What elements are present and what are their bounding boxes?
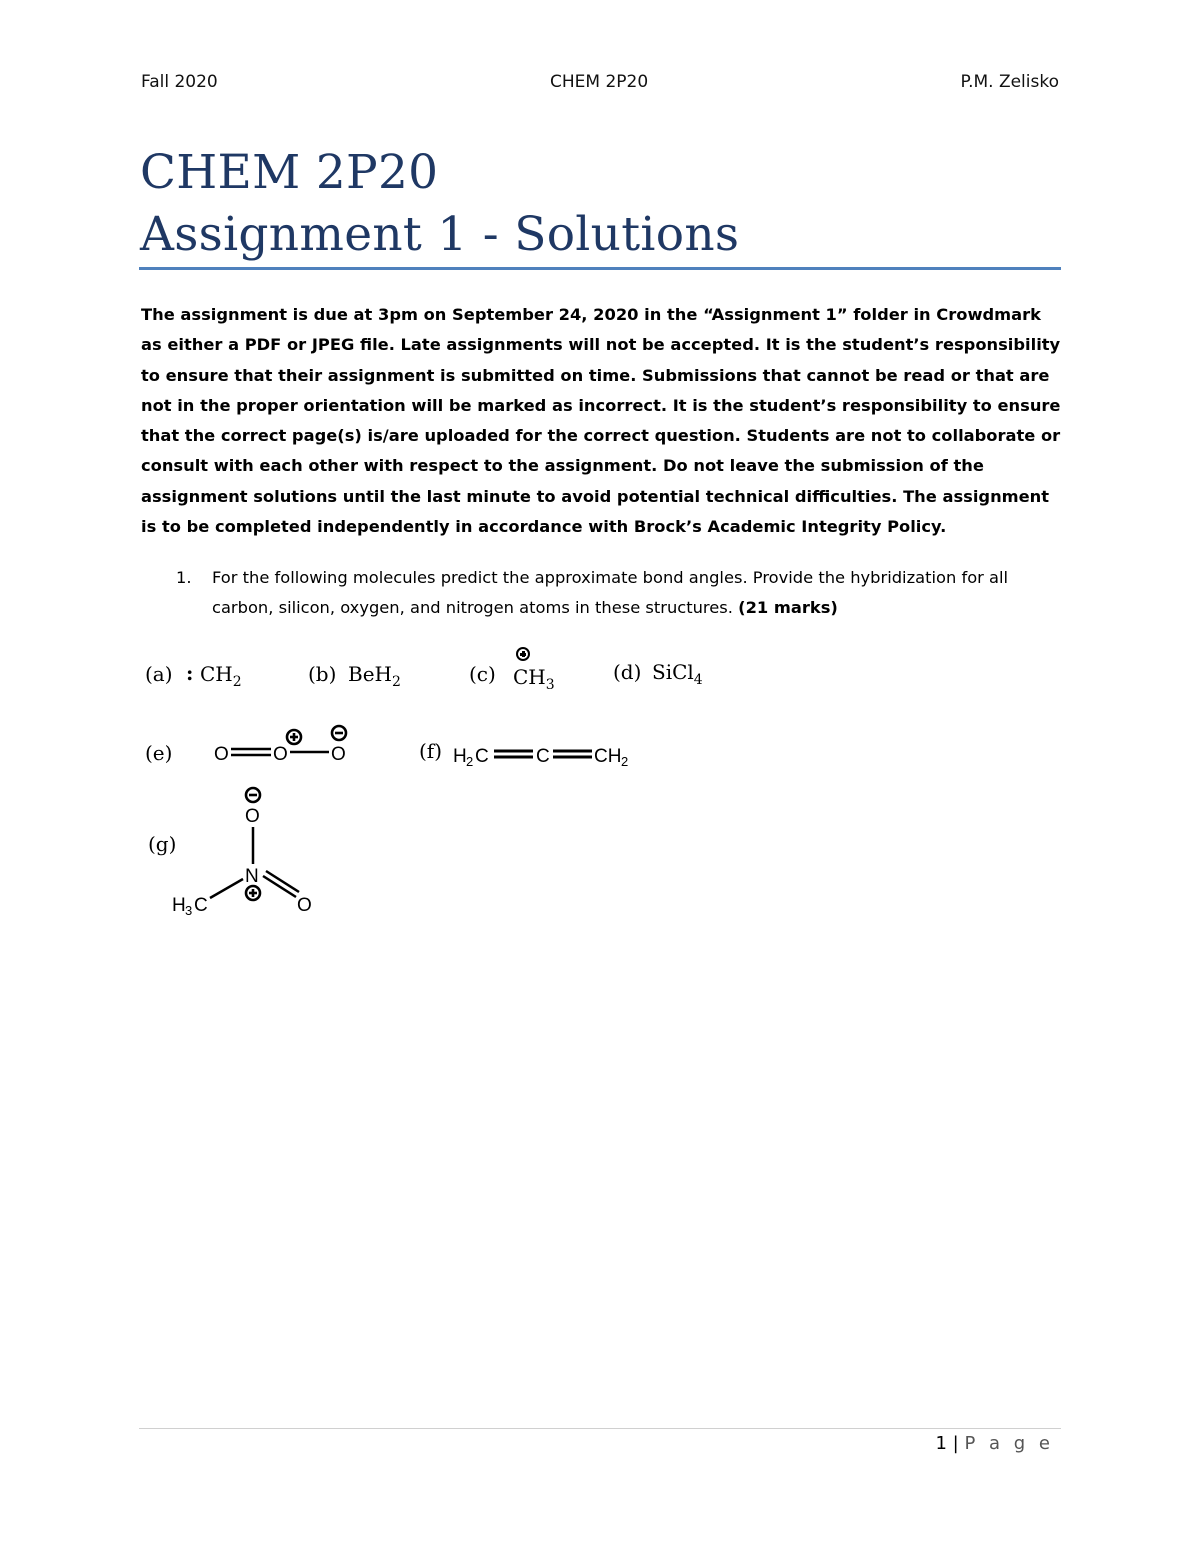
- molecule-g-n: N: [245, 866, 259, 887]
- molecule-e-atom-1: O: [214, 744, 229, 765]
- molecule-a-lone-pair: :: [186, 661, 194, 685]
- molecule-a-label: (a): [145, 662, 173, 686]
- molecule-e-atom-2: O: [273, 744, 288, 765]
- molecule-d-label: (d): [613, 660, 642, 684]
- molecule-b-formula-main: BeH: [348, 662, 392, 686]
- molecule-b-label: (b): [308, 662, 337, 686]
- molecule-g-top-o: O: [245, 806, 260, 827]
- molecule-f-left-h: H: [453, 746, 467, 767]
- page-footer: [935, 1433, 1054, 1454]
- footer-separator: |: [952, 1433, 959, 1454]
- molecule-b-formula-sub: 2: [391, 674, 401, 690]
- header-course-code: CHEM 2P20: [550, 72, 649, 92]
- molecule-g-right-o: O: [297, 895, 312, 916]
- molecule-a-formula-main: CH: [200, 662, 233, 686]
- molecule-e-label: (e): [145, 741, 173, 765]
- question-body: For the following molecules predict the approximate bond angles. Provide the hybridization for all carbon, silicon, oxygen, and nitrogen atoms in these structures.: [212, 568, 1009, 617]
- molecule-d-formula-main: SiCl: [652, 660, 694, 684]
- page-subtitle: Assignment 1 - Solutions: [140, 207, 740, 262]
- molecule-f-right-sub: 2: [621, 754, 629, 769]
- instructions-paragraph: The assignment is due at 3pm on September 24, 2020 in the “Assignment 1” folder in Crowdmark as either a PDF or JPEG file. Late assignments will not be accepted. It is the student’s responsibility to ensure that their assignment is submitted on time. Submissions that cannot be read or that are not in the proper orientation will be marked as incorrect. It is the student’s responsibility to ensure that the correct page(s) is/are uploaded for the correct question. Students are not to collaborate or consult with each other with respect to the assignment. Do not leave the submission of the assignment solutions until the last minute to avoid potential technical difficulties. The assignment is to be completed independently in accordance with Brock’s Academic Integrity Policy.: [141, 305, 1061, 537]
- molecule-g-methyl-h: H: [172, 895, 186, 916]
- question-number: 1.: [176, 568, 192, 587]
- header-instructor: P.M. Zelisko: [960, 72, 1059, 92]
- molecule-c-formula-sub: 3: [545, 677, 555, 693]
- molecule-g-methyl-sub: 3: [185, 903, 193, 918]
- molecule-g-methyl-c: C: [194, 895, 208, 916]
- molecule-e-atom-3: O: [331, 744, 346, 765]
- plus-charge-icon: [246, 886, 260, 900]
- minus-charge-icon: [246, 788, 260, 802]
- header-course-term: Fall 2020: [141, 72, 218, 92]
- molecule-g-c-n-bond: [210, 879, 243, 898]
- molecule-g-label: (g): [148, 832, 177, 856]
- molecule-f-label: (f): [419, 739, 443, 763]
- molecule-f-left-c: C: [475, 746, 489, 767]
- minus-charge-icon: [332, 726, 346, 740]
- page-number: 1: [935, 1433, 947, 1454]
- molecule-f-right-ch: CH: [594, 746, 622, 767]
- plus-charge-icon: [287, 730, 301, 744]
- page-title: CHEM 2P20: [140, 145, 439, 200]
- molecule-c-label: (c): [469, 662, 496, 686]
- question-marks: (21 marks): [738, 598, 838, 617]
- molecule-a-formula-sub: 2: [232, 674, 242, 690]
- footer-divider: [139, 1428, 1061, 1429]
- page-label: P a g e: [964, 1433, 1054, 1454]
- molecule-f-left-sub: 2: [466, 754, 474, 769]
- molecule-d-formula-sub: 4: [693, 672, 703, 688]
- molecule-c-formula-main: CH: [513, 665, 546, 689]
- molecule-f-center-c: C: [536, 746, 550, 767]
